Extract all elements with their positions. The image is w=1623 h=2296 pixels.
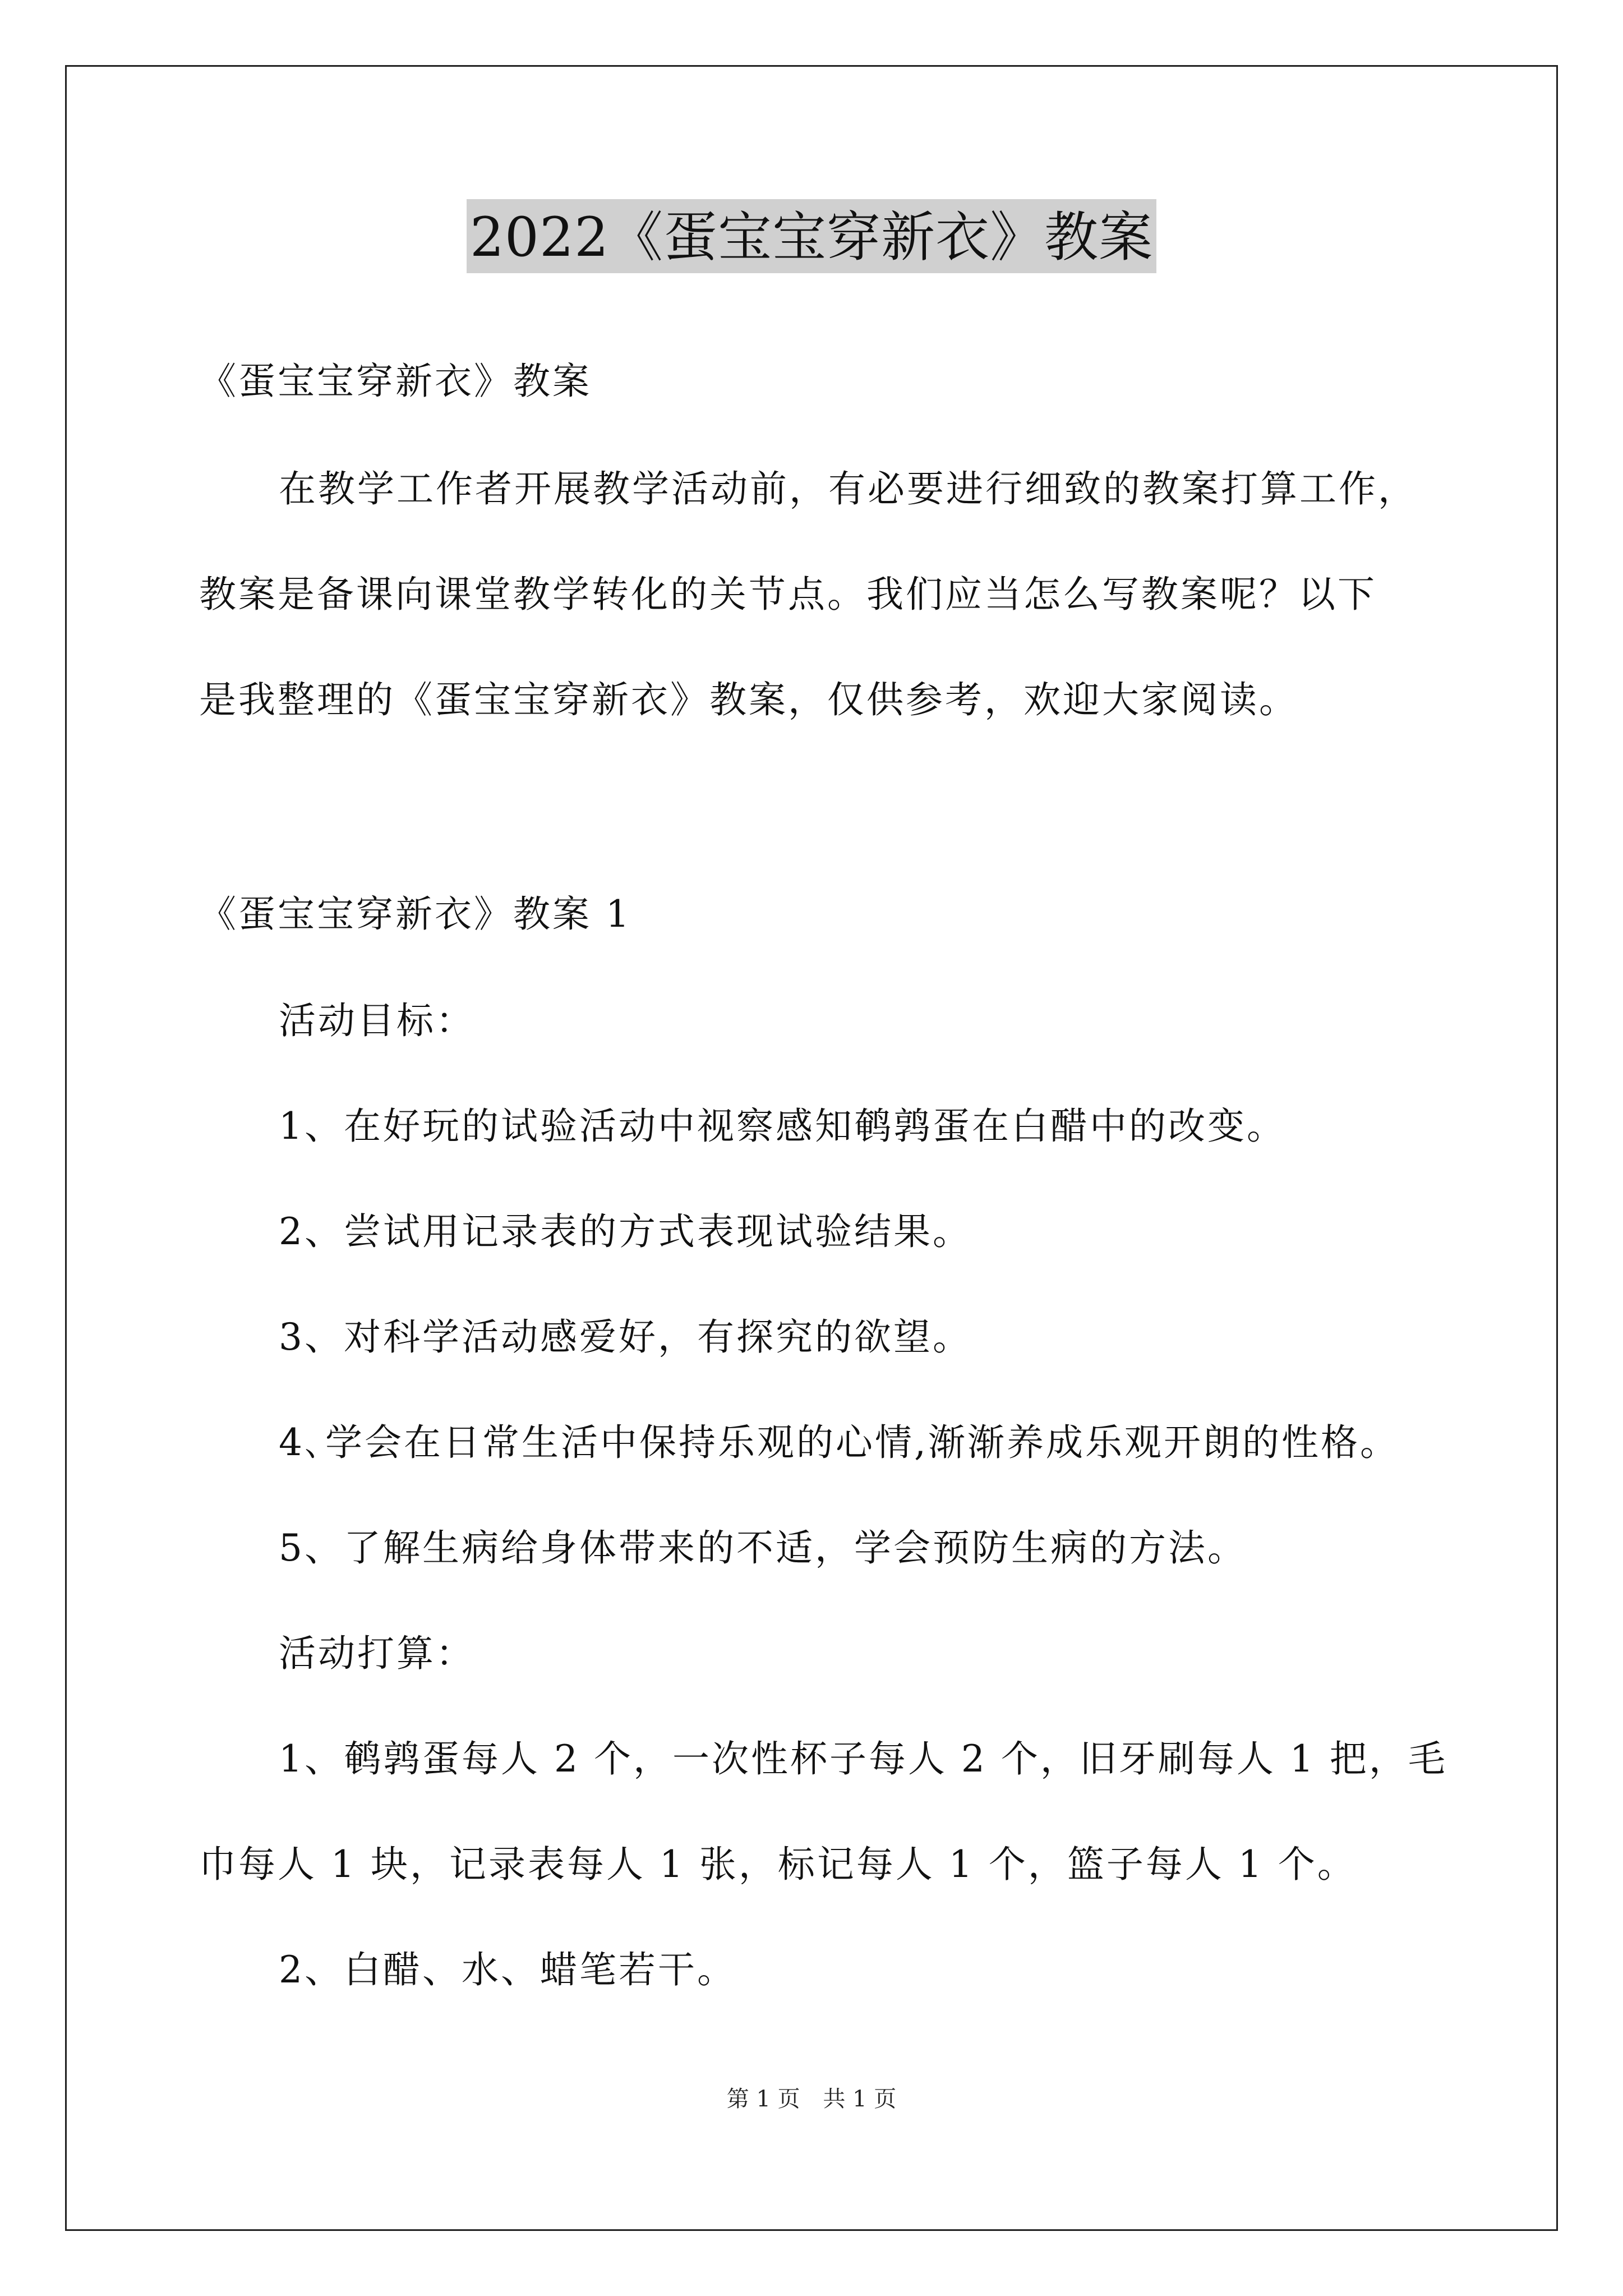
intro-paragraph-line-2: 教案是备课向课堂教学转化的关节点。我们应当怎么写教案呢？以下 xyxy=(199,573,1377,616)
preparation-item-1-line-1: 1、鹌鹑蛋每人 2 个，一次性杯子每人 2 个，旧牙刷每人 1 把，毛 xyxy=(279,1737,1447,1780)
activity-preparation-heading: 活动打算： xyxy=(279,1632,475,1675)
page-footer xyxy=(0,2086,1623,2113)
document-title: 2022《蛋宝宝穿新衣》教案 xyxy=(467,199,1156,273)
goal-item-2: 2、尝试用记录表的方式表现试验结果。 xyxy=(279,1210,972,1253)
goal-item-4: 4､学会在日常生活中保持乐观的心情,渐渐养成乐观开朗的性格。 xyxy=(279,1421,1399,1464)
section-heading-lesson-1: 《蛋宝宝穿新衣》教案 1 xyxy=(199,892,631,936)
intro-paragraph-line-3: 是我整理的《蛋宝宝穿新衣》教案，仅供参考，欢迎大家阅读。 xyxy=(199,678,1298,721)
title-container xyxy=(0,199,1623,273)
intro-paragraph-line-1: 在教学工作者开展教学活动前，有必要进行细致的教案打算工作， xyxy=(279,467,1417,510)
goal-item-5: 5、了解生病给身体带来的不适，学会预防生病的方法。 xyxy=(279,1526,1247,1570)
section-heading-intro: 《蛋宝宝穿新衣》教案 xyxy=(199,360,592,403)
goal-item-3: 3、对科学活动感爱好，有探究的欲望。 xyxy=(279,1315,972,1359)
preparation-item-1-line-2: 巾每人 1 块，记录表每人 1 张，标记每人 1 个，篮子每人 1 个。 xyxy=(199,1843,1357,1886)
page-number-current: 第 1 页 xyxy=(726,2086,800,2112)
goal-item-1: 1、在好玩的试验活动中视察感知鹌鹑蛋在白醋中的改变。 xyxy=(279,1105,1286,1148)
page-number-total: 共 1 页 xyxy=(823,2086,897,2112)
activity-goals-heading: 活动目标： xyxy=(279,999,475,1042)
preparation-item-2: 2、白醋、水、蜡笔若干。 xyxy=(279,1948,736,1991)
